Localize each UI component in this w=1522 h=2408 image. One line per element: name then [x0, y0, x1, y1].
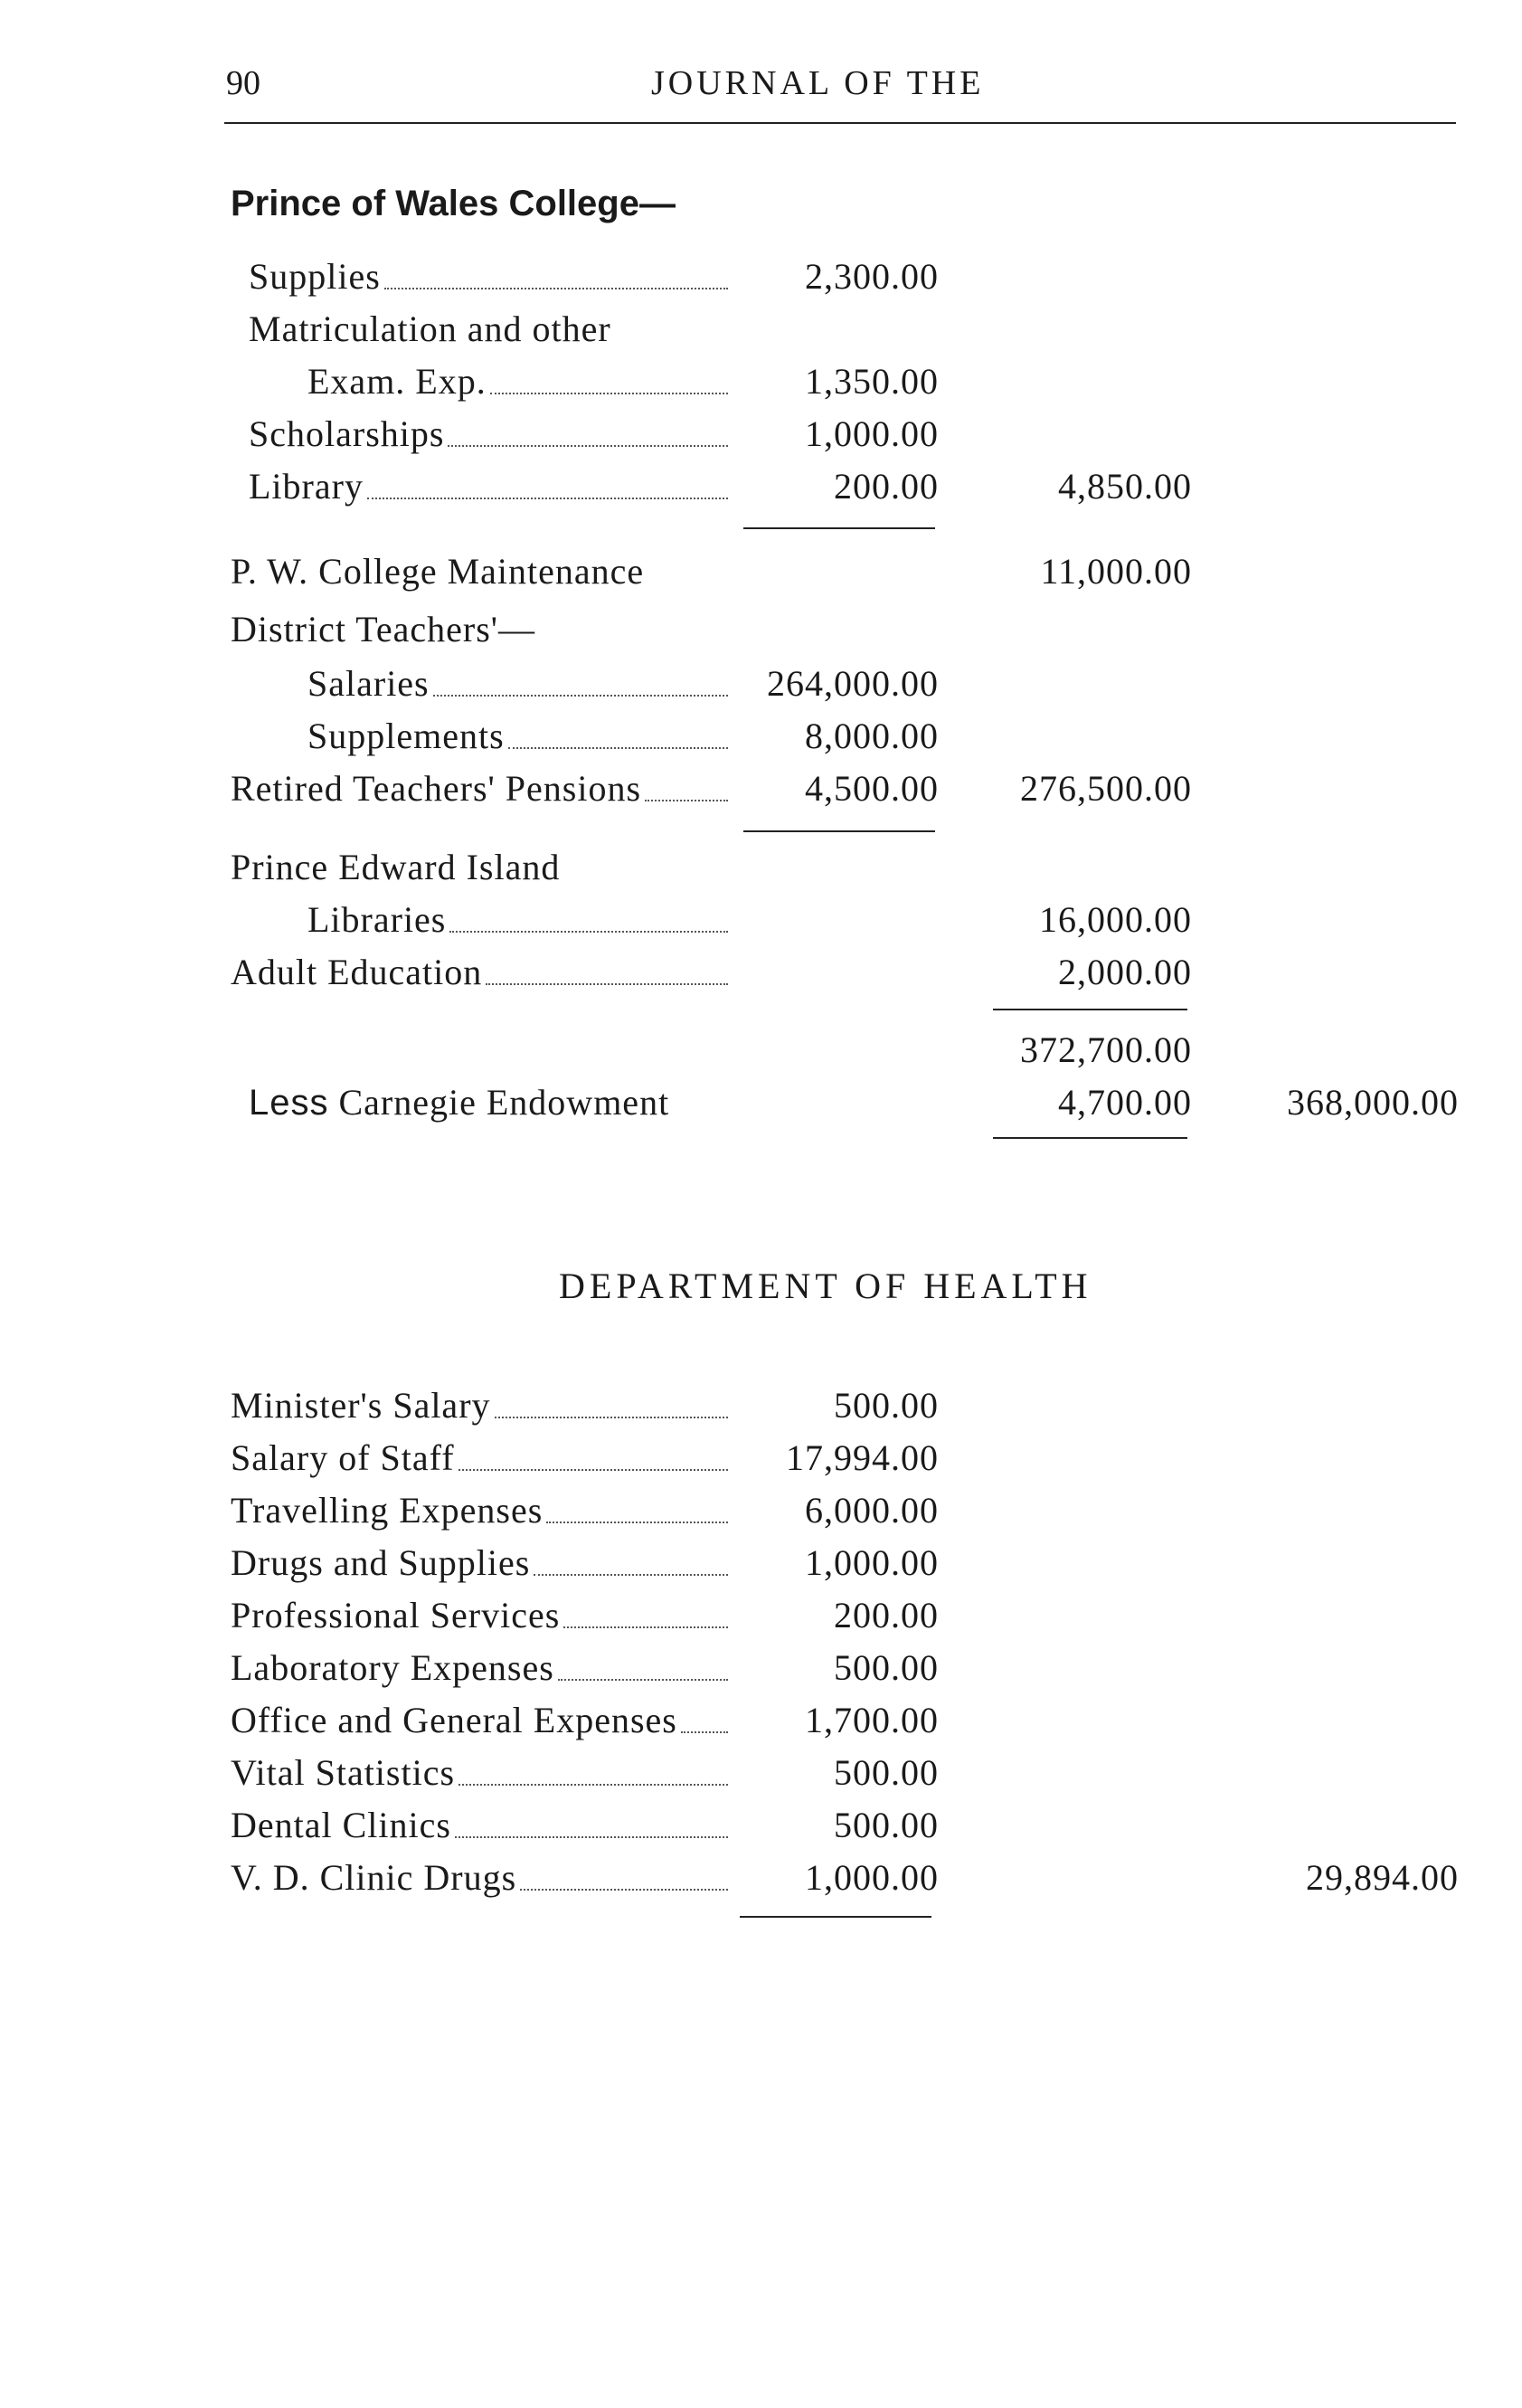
line-item-amount: 8,000.00 — [805, 716, 939, 756]
sum-rule — [993, 1009, 1187, 1010]
line-item-label: Exam. Exp. — [307, 360, 728, 403]
less-label: Less Carnegie Endowment — [249, 1082, 670, 1123]
line-item-amount: 200.00 — [834, 466, 939, 507]
line-item-label: Supplies — [249, 255, 728, 298]
line-item-amount: 500.00 — [834, 1805, 939, 1845]
dot-leader — [645, 799, 728, 801]
line-item-label: Libraries — [307, 898, 728, 941]
subtotal-amount: 11,000.00 — [1040, 551, 1192, 592]
dot-leader — [449, 930, 728, 933]
line-item-amount: 1,000.00 — [805, 1542, 939, 1583]
group-heading: District Teachers'— — [231, 609, 536, 649]
line-item-label: V. D. Clinic Drugs — [231, 1856, 728, 1899]
line-item-label: Supplements — [307, 715, 728, 757]
line-item-amount: 2,300.00 — [805, 256, 939, 297]
dot-leader — [455, 1835, 728, 1838]
line-item-label: Travelling Expenses — [231, 1489, 728, 1531]
dot-leader — [367, 497, 728, 499]
dot-leader — [520, 1888, 728, 1891]
line-item-amount: 1,000.00 — [805, 413, 939, 454]
line-item-label: Minister's Salary — [231, 1384, 728, 1427]
line-item-amount: 1,000.00 — [805, 1857, 939, 1898]
dot-leader — [486, 982, 728, 985]
line-item-label: Office and General Expenses — [231, 1699, 728, 1741]
line-item-label: Salary of Staff — [231, 1436, 728, 1479]
deduction-amount: 4,700.00 — [1058, 1082, 1192, 1123]
line-item-label: Scholarships — [249, 412, 728, 455]
line-item-amount: 1,700.00 — [805, 1700, 939, 1740]
net-total: 368,000.00 — [1287, 1082, 1459, 1123]
subtotal-amount: 276,500.00 — [1020, 768, 1192, 809]
line-item-label: Retired Teachers' Pensions — [231, 767, 728, 810]
line-item-amount: 264,000.00 — [767, 663, 939, 704]
dot-leader — [508, 746, 728, 749]
dot-leader — [448, 444, 728, 447]
line-item-amount: 500.00 — [834, 1752, 939, 1793]
line-item-label: Matriculation and other — [249, 308, 611, 349]
line-item-label: Salaries — [307, 662, 728, 705]
dot-leader — [546, 1521, 728, 1523]
line-item-amount: 200.00 — [834, 1595, 939, 1635]
line-item-amount: 1,350.00 — [805, 361, 939, 402]
line-item-amount: 4,500.00 — [805, 768, 939, 809]
subtotal-amount: 16,000.00 — [1039, 899, 1192, 940]
line-item-label: Dental Clinics — [231, 1804, 728, 1846]
line-item-label: Laboratory Expenses — [231, 1646, 728, 1689]
line-item-label: P. W. College Maintenance — [231, 551, 645, 592]
dot-leader — [433, 694, 728, 697]
sum-rule — [743, 527, 935, 529]
line-item-label: Prince Edward Island — [231, 847, 561, 887]
subtotal-amount: 2,000.00 — [1058, 952, 1192, 992]
section-heading: Prince of Wales College— — [231, 184, 676, 223]
dot-leader — [563, 1626, 728, 1628]
running-head: JOURNAL OF THE — [651, 64, 985, 102]
line-item-amount: 500.00 — [834, 1647, 939, 1688]
line-item-label: Adult Education — [231, 951, 728, 993]
department-total: 29,894.00 — [1306, 1857, 1459, 1898]
dot-leader — [384, 287, 728, 289]
line-item-label: Drugs and Supplies — [231, 1541, 728, 1584]
sum-rule — [993, 1137, 1187, 1139]
sum-rule — [740, 1916, 931, 1918]
line-item-amount: 6,000.00 — [805, 1490, 939, 1531]
line-item-amount: 17,994.00 — [786, 1437, 939, 1478]
line-item-label: Vital Statistics — [231, 1751, 728, 1794]
line-item-label: Professional Services — [231, 1594, 728, 1636]
dot-leader — [495, 1416, 728, 1418]
page-number: 90 — [226, 64, 260, 102]
department-title: DEPARTMENT OF HEALTH — [559, 1266, 1092, 1306]
subtotal-amount: 4,850.00 — [1058, 466, 1192, 507]
line-item-label: Library — [249, 465, 728, 507]
dot-leader — [681, 1730, 728, 1733]
dot-leader — [558, 1678, 728, 1681]
sum-rule — [743, 830, 935, 832]
header-rule — [224, 122, 1456, 124]
dot-leader — [458, 1468, 728, 1471]
gross-total: 372,700.00 — [1020, 1029, 1192, 1070]
line-item-amount: 500.00 — [834, 1385, 939, 1426]
dot-leader — [490, 392, 728, 394]
dot-leader — [534, 1573, 728, 1576]
dot-leader — [458, 1783, 728, 1786]
